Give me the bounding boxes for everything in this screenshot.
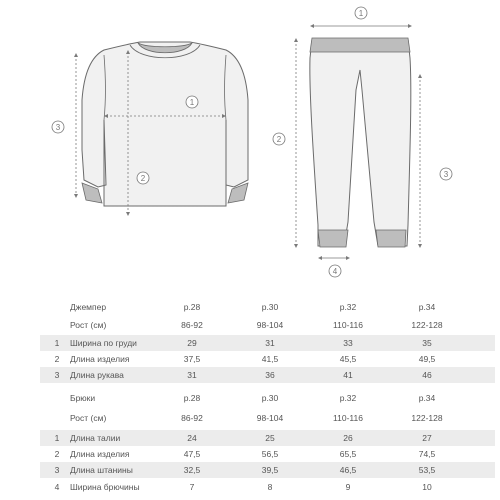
trousers-row-4-val-28: 7 xyxy=(189,482,195,492)
trousers-row-3-name: Длина штанины xyxy=(70,465,133,475)
jumper-row-2-val-32: 45,5 xyxy=(339,354,357,364)
jumper-height-34: 122-128 xyxy=(411,320,443,330)
trousers-row-3-num: 3 xyxy=(54,465,60,475)
jumper-row-2-num: 2 xyxy=(54,354,60,364)
jumper-row-3-val-28: 31 xyxy=(187,370,197,380)
trousers-drawing xyxy=(310,38,411,247)
trousers-marker-3: 3 xyxy=(443,170,449,179)
trousers-row-3-val-32: 46,5 xyxy=(339,465,357,475)
trousers-height-32: 110-116 xyxy=(333,413,363,423)
trousers-row-1-num: 1 xyxy=(54,433,60,443)
trousers-row-3-val-30: 39,5 xyxy=(261,465,279,475)
trousers-row-2-val-30: 56,5 xyxy=(261,449,279,459)
jumper-marker-2: 2 xyxy=(140,174,146,183)
trousers-row-4-num: 4 xyxy=(54,482,60,492)
trousers-row-1-val-28: 24 xyxy=(187,433,197,443)
jumper-row-3-name: Длина рукава xyxy=(70,370,124,380)
trousers-row-1-val-32: 26 xyxy=(343,433,353,443)
trousers-row-1-val-34: 27 xyxy=(422,433,432,443)
trousers-size-30: р.30 xyxy=(261,393,279,403)
jumper-marker-1: 1 xyxy=(189,98,195,107)
trousers-height-28: 86-92 xyxy=(181,413,203,423)
trousers-size-34: р.34 xyxy=(418,393,436,403)
trousers-title: Брюки xyxy=(70,393,96,403)
trousers-row-2-val-32: 65,5 xyxy=(339,449,357,459)
jumper-row-3-val-34: 46 xyxy=(422,370,432,380)
jumper-row-1-val-34: 35 xyxy=(422,338,432,348)
trousers-row-4-name: Ширина брючины xyxy=(70,482,140,492)
trousers-measure-length xyxy=(273,40,296,246)
jumper-height-32: 110-116 xyxy=(333,320,363,330)
trousers-measure-leg-width xyxy=(320,258,348,277)
jumper-row-2-val-34: 49,5 xyxy=(418,354,436,364)
trousers-row-4-val-32: 9 xyxy=(345,482,351,492)
trousers-size-28: р.28 xyxy=(183,393,201,403)
trousers-row-4-val-34: 10 xyxy=(422,482,432,492)
trousers-size-32: р.32 xyxy=(339,393,357,403)
jumper-row-3-val-32: 41 xyxy=(343,370,353,380)
jumper-row-2-val-28: 37,5 xyxy=(183,354,201,364)
trousers-marker-1: 1 xyxy=(358,9,364,18)
jumper-title: Джемпер xyxy=(70,302,107,312)
jumper-height-label: Рост (см) xyxy=(70,320,107,330)
jumper-marker-3: 3 xyxy=(55,123,61,132)
jumper-size-28: р.28 xyxy=(183,302,201,312)
jumper-size-30: р.30 xyxy=(261,302,279,312)
trousers-row-3-val-28: 32,5 xyxy=(183,465,201,475)
jumper-row-1-val-28: 29 xyxy=(187,338,197,348)
jumper-row-1-val-32: 33 xyxy=(343,338,353,348)
trousers-row-2-name: Длина изделия xyxy=(70,449,130,459)
jumper-measure-sleeve xyxy=(52,55,76,196)
trousers-measure-waist xyxy=(312,7,410,26)
trousers-row-3-val-34: 53,5 xyxy=(418,465,436,475)
trousers-measure-inseam xyxy=(420,76,452,246)
jumper-row-2-val-30: 41,5 xyxy=(261,354,279,364)
trousers-row-2-num: 2 xyxy=(54,449,60,459)
trousers-row-1-val-30: 25 xyxy=(265,433,275,443)
trousers-row-1-name: Длина талии xyxy=(70,433,121,443)
jumper-row-3-num: 3 xyxy=(54,370,60,380)
trousers-marker-2: 2 xyxy=(276,135,282,144)
trousers-row-2-val-34: 74,5 xyxy=(418,449,436,459)
trousers-height-label: Рост (см) xyxy=(70,413,107,423)
jumper-row-1-val-30: 31 xyxy=(265,338,275,348)
jumper-row-2-name: Длина изделия xyxy=(70,354,130,364)
jumper-row-1-name: Ширина по груди xyxy=(70,338,137,348)
trousers-marker-4: 4 xyxy=(332,267,338,276)
jumper-drawing xyxy=(82,42,248,206)
jumper-row-3-val-30: 36 xyxy=(265,370,275,380)
trousers-row-2-val-28: 47,5 xyxy=(183,449,201,459)
jumper-size-32: р.32 xyxy=(339,302,357,312)
trousers-height-30: 98-104 xyxy=(256,413,284,423)
jumper-size-34: р.34 xyxy=(418,302,436,312)
jumper-height-30: 98-104 xyxy=(256,320,284,330)
trousers-height-34: 122-128 xyxy=(411,413,443,423)
trousers-row-4-val-30: 8 xyxy=(267,482,273,492)
jumper-height-28: 86-92 xyxy=(181,320,203,330)
jumper-row-1-num: 1 xyxy=(54,338,60,348)
